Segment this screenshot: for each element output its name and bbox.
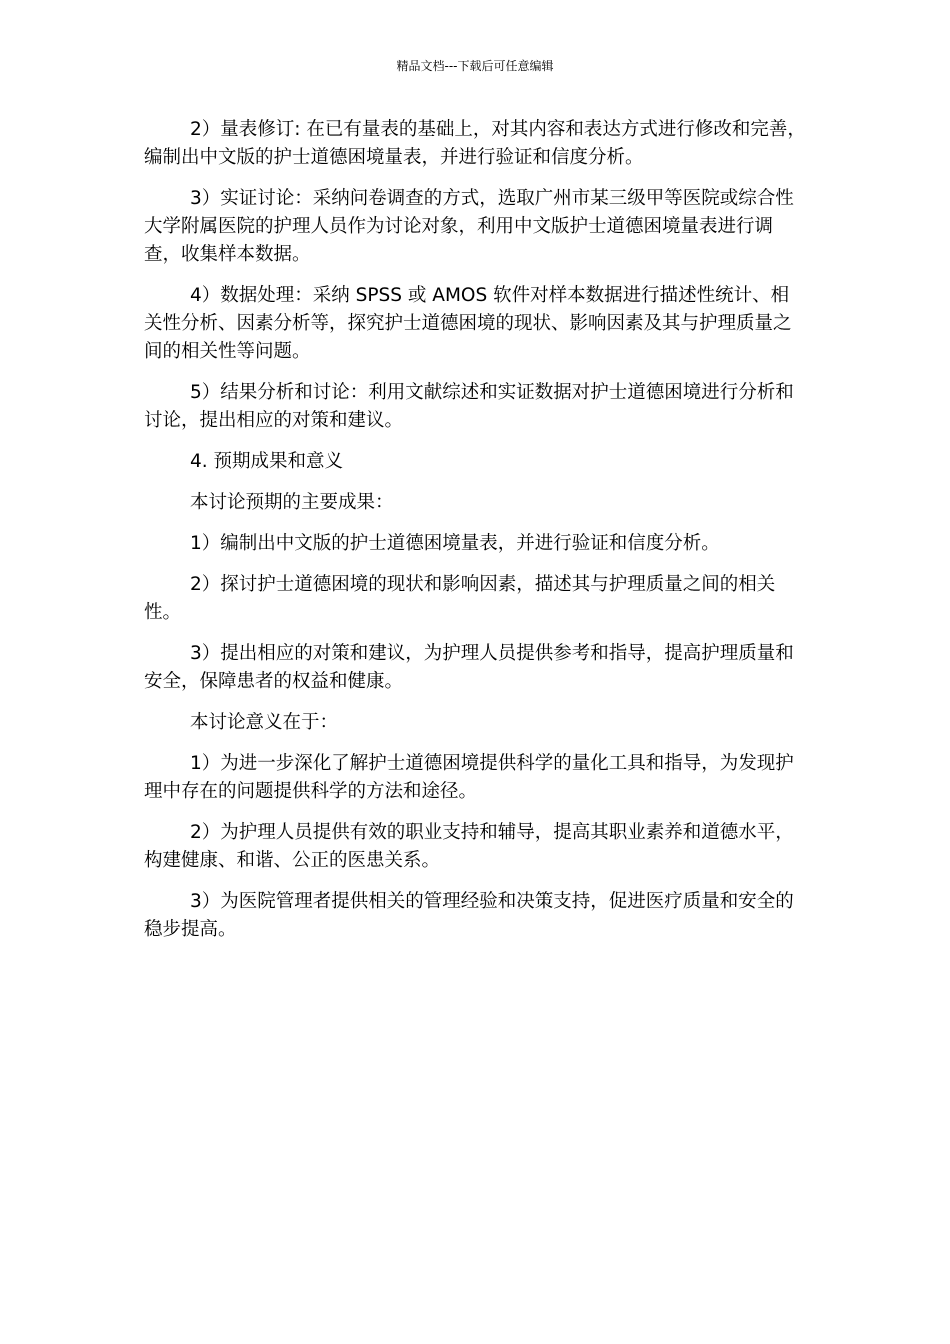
- paragraph-significance-1: 1）为进一步深化了解护士道德困境提供科学的量化工具和指导，为发现护理中存在的问题提供科学的方法和途径。: [144, 753, 794, 802]
- paragraph-result-analysis: 5）结果分析和讨论：利用文献综述和实证数据对护士道德困境进行分析和讨论，提出相应的对策和建议。: [144, 382, 794, 431]
- paragraph-result-2: 2）探讨护士道德困境的现状和影响因素，描述其与护理质量之间的相关性。: [144, 574, 776, 623]
- paragraph-significance-3: 3）为医院管理者提供相关的管理经验和决策支持，促进医疗质量和安全的稳步提高。: [144, 891, 794, 940]
- paragraph-main-results-intro: 本讨论预期的主要成果：: [190, 492, 394, 513]
- paragraph-data-processing: 4）数据处理：采纳 SPSS 或 AMOS 软件对样本数据进行描述性统计、相关性分析、因素分析等，探究护士道德困境的现状、影响因素及其与护理质量之间的相关性等问题。: [144, 285, 792, 362]
- document-body: [144, 116, 806, 957]
- paragraph-scale-revision: 2）量表修订: 在已有量表的基础上，对其内容和表达方式进行修改和完善，编制出中文版的护士道德困境量表，并进行验证和信度分析。: [144, 119, 806, 168]
- paragraph-significance-2: 2）为护理人员提供有效的职业支持和辅导，提高其职业素养和道德水平，构建健康、和谐、公正的医患关系。: [144, 822, 794, 871]
- paragraph-significance-intro: 本讨论意义在于：: [190, 712, 339, 733]
- paragraph-empirical-study: 3）实证讨论：采纳问卷调查的方式，选取广州市某三级甲等医院或综合性大学附属医院的护理人员作为讨论对象，利用中文版护士道德困境量表进行调查，收集样本数据。: [144, 188, 794, 265]
- paragraph-result-1: 1）编制出中文版的护士道德困境量表，并进行验证和信度分析。: [190, 533, 720, 554]
- section-heading-expected-results: 4. 预期成果和意义: [190, 451, 344, 472]
- page-header: 精品文档---下载后可任意编辑: [396, 59, 554, 73]
- paragraph-result-3: 3）提出相应的对策和建议，为护理人员提供参考和指导，提高护理质量和安全，保障患者的权益和健康。: [144, 643, 794, 692]
